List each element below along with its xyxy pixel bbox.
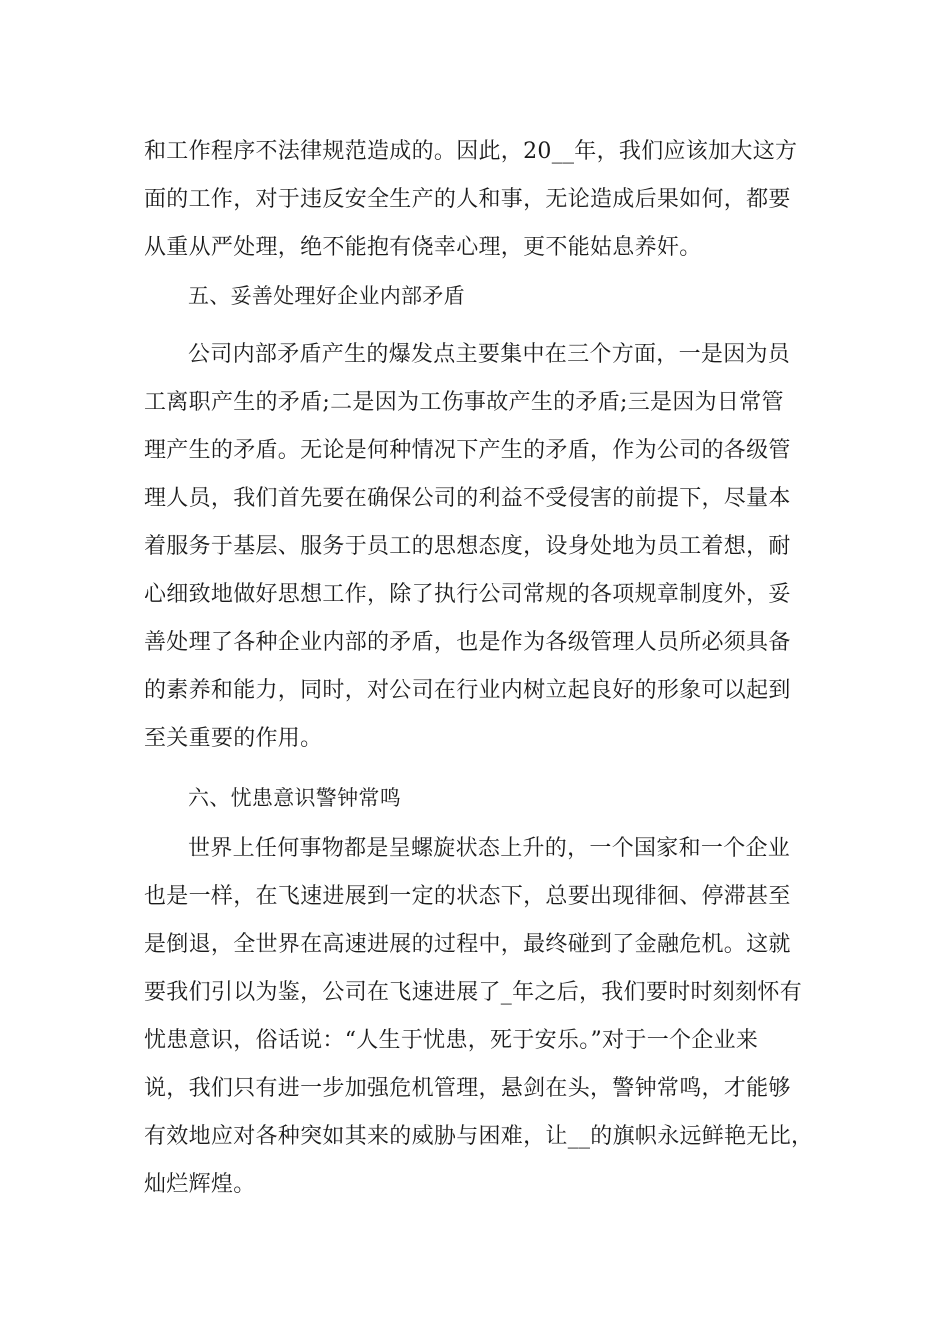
paragraph-line: 公司内部矛盾产生的爆发点主要集中在三个方面，一是因为员 — [188, 342, 791, 367]
paragraph-line: 善处理了各种企业内部的矛盾，也是作为各级管理人员所必须具备 — [144, 630, 791, 655]
paragraph-line: 着服务于基层、服务于员工的思想态度，设身处地为员工着想，耐 — [144, 534, 791, 559]
paragraph-line: 世界上任何事物都是呈螺旋状态上升的，一个国家和一个企业 — [188, 836, 791, 861]
paragraph-line: 说，我们只有进一步加强危机管理，悬剑在头，警钟常鸣，才能够 — [144, 1076, 791, 1101]
paragraph-line: 有效地应对各种突如其来的威胁与困难，让__的旗帜永远鲜艳无比， — [144, 1124, 814, 1149]
paragraph-line: 从重从严处理，绝不能抱有侥幸心理，更不能姑息养奸。 — [144, 235, 702, 260]
section-heading: 六、忧患意识警钟常鸣 — [188, 786, 401, 810]
paragraph-line: 也是一样，在飞速进展到一定的状态下，总要出现徘徊、停滞甚至 — [144, 884, 791, 909]
paragraph-line: 心细致地做好思想工作，除了执行公司常规的各项规章制度外，妥 — [144, 582, 791, 607]
paragraph-line: 和工作程序不法律规范造成的。因此，20__年，我们应该加大这方 — [144, 139, 798, 164]
section-heading: 五、妥善处理好企业内部矛盾 — [188, 284, 465, 308]
paragraph-line: 忧患意识，俗话说：“人生于忧患，死于安乐。”对于一个企业来 — [144, 1028, 759, 1053]
paragraph-line: 灿烂辉煌。 — [144, 1172, 256, 1197]
paragraph-line: 至关重要的作用。 — [144, 726, 323, 751]
paragraph-line: 理产生的矛盾。无论是何种情况下产生的矛盾，作为公司的各级管 — [144, 438, 791, 463]
paragraph-line: 工离职产生的矛盾;二是因为工伤事故产生的矛盾;三是因为日常管 — [144, 390, 784, 415]
paragraph-line: 理人员，我们首先要在确保公司的利益不受侵害的前提下，尽量本 — [144, 486, 791, 511]
paragraph-line: 是倒退，全世界在高速进展的过程中，最终碰到了金融危机。这就 — [144, 932, 791, 957]
paragraph-line: 要我们引以为鉴，公司在飞速进展了_年之后，我们要时时刻刻怀有 — [144, 980, 803, 1005]
paragraph-line: 面的工作，对于违反安全生产的人和事，无论造成后果如何，都要 — [144, 187, 791, 212]
paragraph-line: 的素养和能力，同时，对公司在行业内树立起良好的形象可以起到 — [144, 678, 791, 703]
